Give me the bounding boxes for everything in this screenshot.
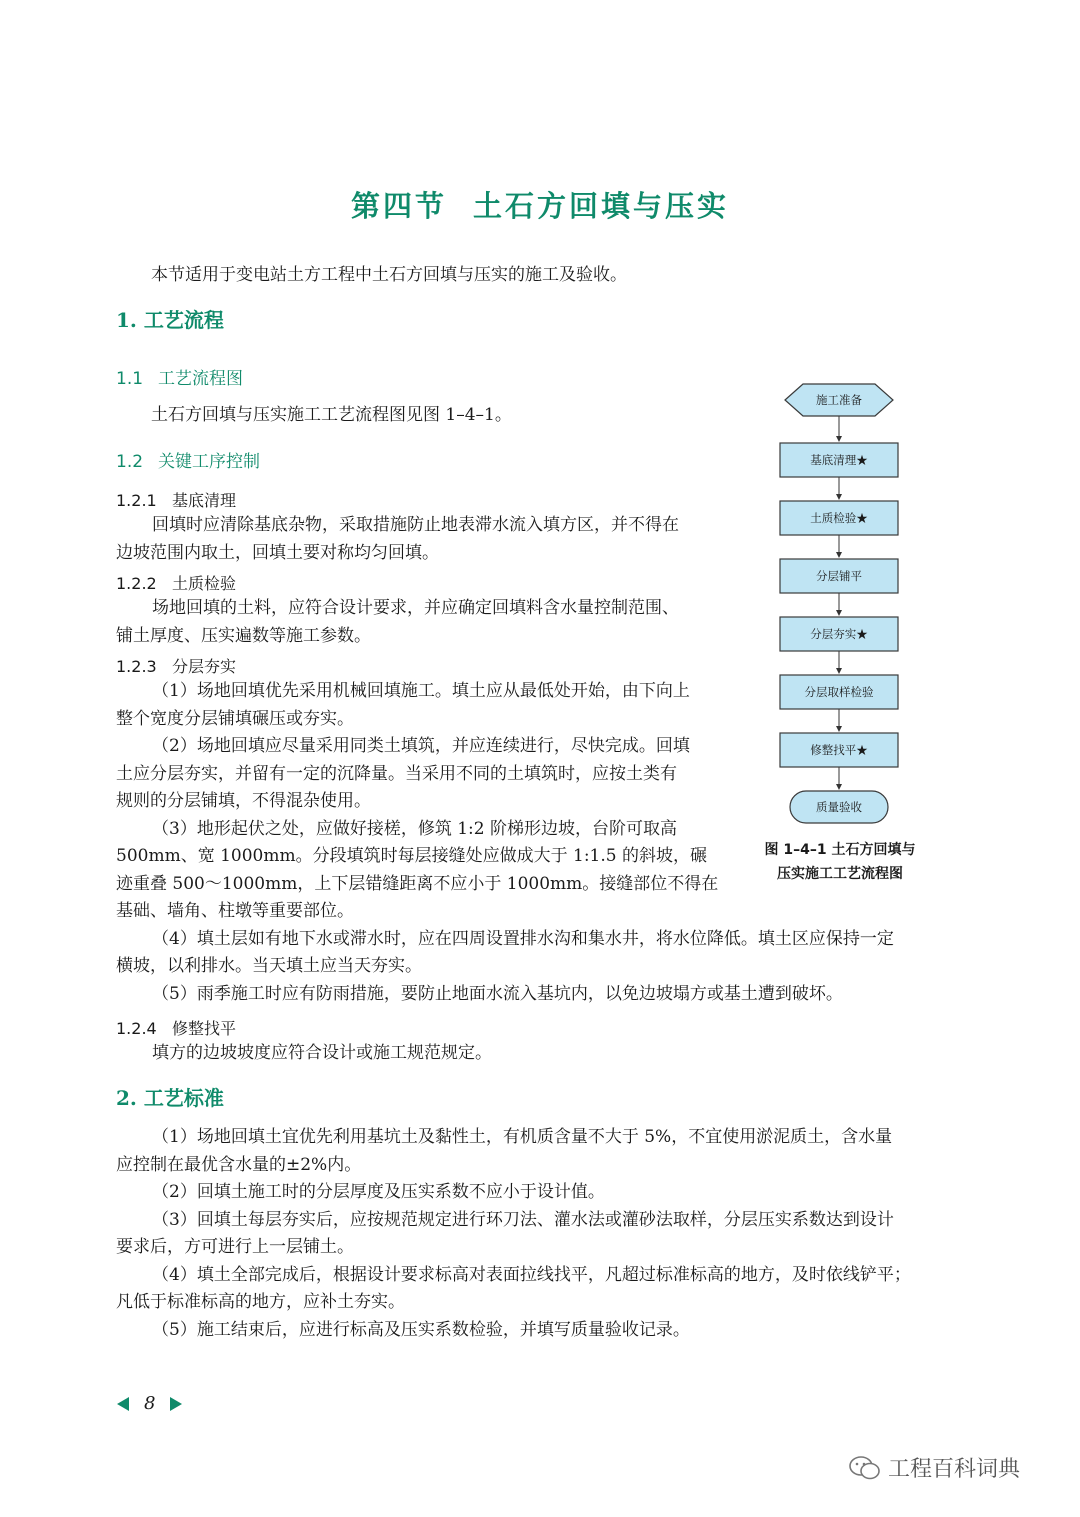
subsection-label: 基底清理: [172, 491, 237, 510]
subsection-number: 1.2.1: [116, 491, 157, 510]
s11-text: 土石方回填与压实施工工艺流程图见图 1–4–1。: [151, 405, 512, 425]
text-line: 凡低于标准标高的地方，应补土夯实。: [116, 1292, 405, 1312]
flow-step-label: 土质检验★: [810, 511, 868, 525]
text-line: （2）场地回填应尽量采用同类土填筑，并应连续进行，尽快完成。回填: [152, 736, 690, 756]
flow-step-label: 修整找平★: [810, 743, 868, 757]
text-line: （1）场地回填土宜优先利用基坑土及黏性土，有机质含量不大于 5%，不宜使用淤泥质土，含水量: [152, 1127, 893, 1147]
text-line: 规则的分层铺填，不得混杂使用。: [116, 791, 371, 811]
text-line: 铺土厚度、压实遍数等施工参数。: [116, 625, 371, 646]
flow-step-label: 基底清理★: [810, 453, 868, 467]
subsection-1-2-4: [116, 1016, 236, 1039]
subsection-1-2-2: [116, 571, 236, 594]
subsection-label: 关键工序控制: [158, 452, 260, 472]
text-line: 横坡，以利排水。当天填土应当天夯实。: [116, 956, 422, 976]
s122-paragraph: [116, 595, 679, 650]
s121-paragraph: [116, 512, 679, 567]
text-line: （2）回填土施工时的分层厚度及压实系数不应小于设计值。: [152, 1182, 605, 1202]
text-line: 500mm、宽 1000mm。分段填筑时每层接缝处应做成大于 1:1.5 的斜坡，碾: [116, 846, 707, 866]
s2-block: [116, 1124, 911, 1344]
caption-line: 压实施工工艺流程图: [777, 866, 903, 882]
intro-text: 本节适用于变电站土方工程中土石方回填与压实的施工及验收。: [151, 265, 627, 285]
text-line: （4）填土全部完成后，根据设计要求标高对表面拉线找平，凡超过标准标高的地方，及时依线铲平；: [152, 1264, 911, 1285]
section1-heading: 1. 工艺流程: [116, 308, 224, 332]
text-line: （3）回填土每层夯实后，应按规范规定进行环刀法、灌水法或灌砂法取样，分层压实系数达到设计: [152, 1209, 894, 1230]
subsection-label: 修整找平: [172, 1019, 237, 1038]
subsection-number: 1.2.3: [116, 657, 157, 676]
page-number: 8: [144, 1393, 156, 1414]
text-line: （5）施工结束后，应进行标高及压实系数检验，并填写质量验收记录。: [152, 1319, 690, 1340]
subsection-number: 1.2.4: [116, 1019, 157, 1038]
subsection-label: 工艺流程图: [158, 369, 243, 389]
flow-start-label: 施工准备: [816, 393, 862, 407]
title-part1: 第四节: [350, 189, 447, 223]
subsection-label: 土质检验: [172, 574, 237, 593]
text-line: 应控制在最优含水量的±2%内。: [116, 1154, 362, 1175]
figure-caption: [736, 838, 944, 886]
text-line: 整个宽度分层铺填碾压或夯实。: [116, 708, 354, 729]
flow-step-label: 分层铺平: [816, 569, 862, 583]
text-line: （4）填土层如有地下水或滞水时，应在四周设置排水沟和集水井，将水位降低。填土区应保持一定: [152, 928, 894, 949]
text-line: （5）雨季施工时应有防雨措施，要防止地面水流入基坑内，以免边坡塌方或基土遭到破坏。: [152, 983, 843, 1004]
text-line: 要求后，方可进行上一层铺土。: [116, 1237, 354, 1257]
page-title: [0, 184, 1080, 225]
subsection-number: 1.2: [116, 452, 144, 472]
subsection-1-1: [116, 364, 243, 389]
text-line: 场地回填的土料，应符合设计要求，并应确定回填料含水量控制范围、: [152, 598, 679, 618]
flow-end-label: 质量验收: [816, 800, 862, 814]
page-navigation: [116, 1393, 183, 1414]
text-line: 迹重叠 500～1000mm，上下层错缝距离不应小于 1000mm。接缝部位不得在: [116, 873, 719, 894]
text-line: 基础、墙角、柱墩等重要部位。: [116, 901, 354, 921]
flow-step-label: 分层夯实★: [810, 627, 868, 641]
text-line: （3）地形起伏之处，应做好接槎，修筑 1:2 阶梯形边坡，台阶可取高: [152, 818, 677, 839]
watermark: [848, 1452, 1020, 1483]
text-line: 边坡范围内取土，回填土要对称均匀回填。: [116, 542, 439, 563]
subsection-1-2-1: [116, 488, 236, 511]
title-part2: 土石方回填与压实: [473, 189, 730, 223]
subsection-number: 1.2.2: [116, 574, 157, 593]
subsection-1-2: [116, 447, 260, 472]
subsection-number: 1.1: [116, 369, 144, 389]
subsection-1-2-3: [116, 654, 236, 677]
text-line: 回填时应清除基底杂物，采取措施防止地表滞水流入填方区，并不得在: [152, 515, 679, 535]
section2-heading: 2. 工艺标准: [116, 1086, 224, 1110]
s124-text: 填方的边坡坡度应符合设计或施工规范规定。: [152, 1043, 492, 1063]
prev-triangle-icon: [116, 1396, 130, 1412]
wechat-icon: [848, 1454, 882, 1482]
next-triangle-icon: [169, 1396, 183, 1412]
caption-line: 图 1–4–1 土石方回填与: [764, 842, 916, 858]
process-flowchart: [740, 375, 940, 835]
flow-step-label: 分层取样检验: [804, 685, 874, 699]
subsection-label: 分层夯实: [172, 657, 237, 676]
text-line: 土应分层夯实，并留有一定的沉降量。当采用不同的土填筑时，应按土类有: [116, 763, 677, 784]
watermark-text: 工程百科词典: [888, 1457, 1021, 1482]
text-line: （1）场地回填优先采用机械回填施工。填土应从最低处开始，由下向上: [152, 681, 690, 701]
